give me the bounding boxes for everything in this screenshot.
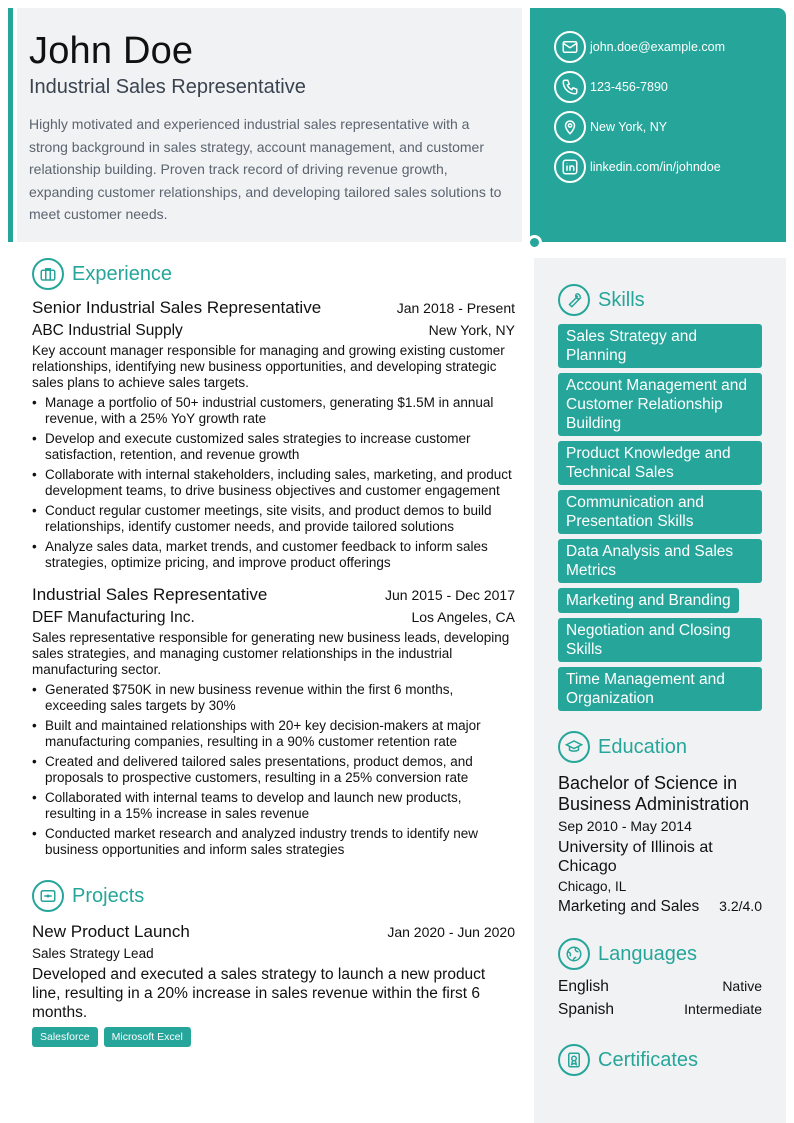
skills-heading [558,284,762,316]
list-item: • Built and maintained relationships with 20+ key decision-makers at major manufacturing companies, resulting in a 90% customer retention rate [32,718,515,750]
job-description: Sales representative responsible for generating new business leads, developing sales strategies, and managing customer relationships in the industrial manufacturing sector. [32,630,510,677]
mail-icon [554,31,586,63]
skill-badge: Account Management and Customer Relationship Building [558,373,762,436]
university: University of Illinois at Chicago [558,839,713,875]
tag-badge: Microsoft Excel [104,1027,191,1047]
project-description: Developed and executed a sales strategy to launch a new product line, resulting in a 20% increase in sales revenue within the first 6 months. [32,966,486,1021]
project-tags [32,1027,515,1047]
projects-title: Projects [72,884,145,907]
briefcase-icon [32,258,64,290]
contact-panel [530,8,786,242]
contact-phone[interactable] [554,71,786,103]
job-title: Senior Industrial Sales Representative [32,298,322,317]
job-bullets [32,395,515,571]
skills-title: Skills [598,288,645,311]
education-heading [558,731,762,763]
degree: Bachelor of Science in Business Administration [558,773,750,814]
language-level: Intermediate [684,1001,762,1017]
job-location: New York, NY [428,322,515,338]
education-location: Chicago, IL [558,879,627,894]
skill-badge: Communication and Presentation Skills [558,490,762,534]
project-entry [32,922,515,1047]
education-title: Education [598,735,687,758]
contact-linkedin-text: linkedin.com/in/johndoe [590,160,721,174]
job-company: DEF Manufacturing Inc. [32,609,195,626]
experience-title: Experience [72,262,173,285]
list-item: • Generated $750K in new business revenue within the first 6 months, exceeding sales targets by 30% [32,682,515,714]
languages-list [558,978,762,1024]
skills-list [558,324,762,716]
job-description: Key account manager responsible for managing and growing existing customer relationships, identifying new business opportunities, and developing strategic sales plans to achieve sales targets. [32,343,505,390]
list-item: • Collaborate with internal stakeholders, including sales, marketing, and product development teams, to drive business objectives and customer engagement [32,467,515,499]
graduation-cap-icon [558,731,590,763]
list-item: • Analyze sales data, market trends, and customer feedback to inform sales strategies, optimize pricing, and improve product offerings [32,539,515,571]
skill-badge: Negotiation and Closing Skills [558,618,762,662]
education-date: Sep 2010 - May 2014 [558,818,692,834]
list-item: • Conducted market research and analyzed industry trends to identify new business opportunities and inform sales strategies [32,826,515,858]
skill-badge: Product Knowledge and Technical Sales [558,441,762,485]
linkedin-icon [554,151,586,183]
language-name: Spanish [558,1001,615,1018]
contact-email-text: john.doe@example.com [590,40,725,54]
location-pin-icon [554,111,586,143]
tag-badge: Salesforce [32,1027,98,1047]
candidate-name: John Doe [29,30,194,72]
certificates-heading [558,1044,762,1076]
main-column [32,258,515,1047]
contact-linkedin[interactable] [554,151,786,183]
phone-icon [554,71,586,103]
list-item: • Develop and execute customized sales strategies to increase customer satisfaction, retention, and revenue growth [32,431,515,463]
list-item: • Created and delivered tailored sales presentations, product demos, and proposals to prospective customers, resulting in a 25% conversion rate [32,754,515,786]
project-date: Jan 2020 - Jun 2020 [387,924,515,940]
job-date: Jun 2015 - Dec 2017 [385,587,515,603]
contact-location-text: New York, NY [590,120,668,134]
skill-badge: Marketing and Branding [558,588,739,613]
job-entry [32,298,515,571]
wrench-icon [558,284,590,316]
job-bullets [32,682,515,858]
language-row [558,1001,762,1024]
header-accent-bar [8,8,13,242]
job-location: Los Angeles, CA [411,609,515,625]
project-icon [32,880,64,912]
candidate-role: Industrial Sales Representative [29,76,306,98]
contact-phone-text: 123-456-7890 [590,80,668,94]
job-entry [32,585,515,858]
skill-badge: Sales Strategy and Planning [558,324,762,368]
job-title: Industrial Sales Representative [32,585,268,604]
language-level: Native [722,978,762,994]
certificate-icon [558,1044,590,1076]
education-entry [558,773,762,916]
decorative-dot [527,235,542,250]
certificates-title: Certificates [598,1048,699,1071]
education-field: Marketing and Sales [558,898,700,915]
project-role: Sales Strategy Lead [32,946,154,961]
profile-summary: Highly motivated and experienced industrial sales representative with a strong background in sales strategy, account management, and customer relationship building. Proven track record of driving revenue growth, expanding customer relationships, and developing tailored sales solutions to meet customer needs. [29,116,502,223]
list-item: • Conduct regular customer meetings, site visits, and product demos to build relationships, identify customer needs, and provide tailored solutions [32,503,515,535]
list-item: • Collaborated with internal teams to develop and launch new products, resulting in a 15% increase in sales revenue [32,790,515,822]
education-gpa: 3.2/4.0 [719,898,762,914]
skill-badge: Data Analysis and Sales Metrics [558,539,762,583]
language-name: English [558,978,609,995]
contact-email[interactable] [554,31,786,63]
job-company: ABC Industrial Supply [32,322,183,339]
languages-heading [558,938,762,970]
list-item: • Manage a portfolio of 50+ industrial customers, generating $1.5M in annual revenue, with a 25% YoY growth rate [32,395,515,427]
globe-icon [558,938,590,970]
project-title: New Product Launch [32,922,190,941]
sidebar [534,258,786,1123]
skill-badge: Time Management and Organization [558,667,762,711]
experience-heading [32,258,515,290]
contact-location [554,111,786,143]
header [17,8,522,242]
job-date: Jan 2018 - Present [396,300,515,316]
language-row [558,978,762,1001]
projects-heading [32,880,515,912]
languages-title: Languages [598,942,697,965]
